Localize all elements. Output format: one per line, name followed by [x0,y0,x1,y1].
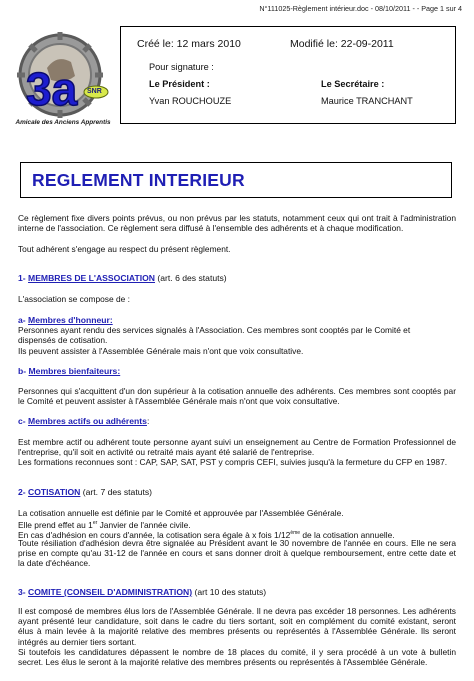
section-3-text-2: Si toutefois les candidatures dépassent le nombre de 18 places du comité, il y sera procédé à un vote à bulletin secret. Les élus le seront à la majorité relative des membres présents ou représentés à l'Assemblée Générale. [18,647,456,668]
document-title: REGLEMENT INTERIEUR [32,170,245,190]
section-3-ref: (art 10 des statuts) [192,587,267,597]
secretary-label: Le Secrétaire : [321,79,385,89]
section-1-number: 1- [18,273,29,283]
subsection-a-prefix: a- [18,315,29,325]
section-3-text-1: Il est composé de membres élus lors de l'Assemblée Générale. Il ne devra pas excéder 18 personnes. Les adhérents ayant présenté leur candidature, soit dans le cadre du tiers sortant, soit en complément du comité existant, seront élus à main levée à la majorité relative des membres présents ou représentés à l'Assemblée Générale. Ils seront intégrés au dernier tiers sortant. [18,606,456,647]
section-3-heading [18,587,456,597]
intro-commitment: Tout adhérent s'engage au respect du présent règlement. [18,244,231,254]
svg-text:3a: 3a [26,63,78,115]
section-2-text-1: La cotisation annuelle est définie par le Comité et approuvée par l'Assemblée Générale. [18,508,344,518]
section-2-ref: (art. 7 des statuts) [80,487,153,497]
section-3-title: COMITE (CONSEIL D'ADMINISTRATION) [28,587,193,597]
section-1-lead: L'association se compose de : [18,294,130,304]
section-2-number: 2- [18,487,29,497]
section-1-heading [18,273,456,283]
association-logo [12,30,114,130]
section-1-ref: (art. 6 des statuts) [155,273,227,283]
section-1-title: MEMBRES DE L'ASSOCIATION [28,273,156,283]
secretary-name: Maurice TRANCHANT [321,96,413,106]
subsection-b-title: Membres bienfaiteurs: [28,366,121,376]
subsection-b-heading [18,366,456,376]
signature-label: Pour signature : [149,62,214,72]
subsection-a-text-1: Personnes ayant rendu des services signalés à l'Association. Ces membres sont cooptés par le Comité et dispensés de cotisation. [18,325,411,346]
section-2-text-4: Toute résiliation d'adhésion devra être signalée au Président avant le 30 novembre de l'année en cours. Elle ne sera prise en compte qu'au 31-12 de l'année en cours et sans donner droit à quelque remboursement, entre cette date et la date d'échéance. [18,538,456,569]
subsection-b-text: Personnes qui s'acquittent d'un don supérieur à la cotisation annuelle des adhérents. Ces membres sont cooptés par le Comité et peuvent assister à l'Assemblée Générale mais n'ont que voix consultative. [18,386,456,407]
section-2-heading [18,487,456,497]
intro-paragraph: Ce règlement fixe divers points prévus, ou non prévus par les statuts, notamment ceux qui ont trait à l'administration interne de l'association. Ce règlement sera diffusé à l'ensemble des adhérents et à chaque modification. [18,213,456,234]
logo-graphic [12,30,114,130]
subsection-c-prefix: c- [18,416,29,426]
modified-date: Modifié le: 22-09-2011 [290,38,394,50]
subsection-a-heading [18,315,456,325]
section-2-text-3: En cas d'adhésion en cours d'année, la cotisation sera égale à x fois 1/12ème de la cotisation annuelle. [18,529,395,540]
subsection-c-text-2: Les formations reconnues sont : CAP, SAP, SAT, PST y compris CEFI, suivies jusqu'à la fermeture du CFP en 1987. [18,457,448,467]
subsection-c-suffix: : [146,416,150,426]
subsection-c-text-1: Est membre actif ou adhérent toute personne ayant suivi un enseignement au Centre de Formation Professionnel de l'entreprise, qu'il soit en activité ou retraité mais ayant été salarié de l'entreprise. [18,437,456,458]
logo-caption: Amicale des Anciens Apprentis [15,119,111,126]
subsection-a-title: Membres d'honneur: [28,315,113,325]
document-header-line: N°111025-Règlement intérieur.doc - 08/10/2011 - - Page 1 sur 4 [259,4,462,13]
section-2-text-2: Elle prend effet au 1er Janvier de l'année civile. [18,519,191,530]
president-name: Yvan ROUCHOUZE [149,96,232,106]
president-label: Le Président : [149,79,210,89]
logo-badge: SNR [87,88,102,95]
subsection-b-prefix: b- [18,366,29,376]
created-date: Créé le: 12 mars 2010 [137,38,241,50]
section-2-title: COTISATION [28,487,81,497]
subsection-c-heading [18,416,456,426]
subsection-c-title: Membres actifs ou adhérents [28,416,147,426]
section-3-number: 3- [18,587,29,597]
subsection-a-text-2: Ils peuvent assister à l'Assemblée Générale mais n'ont que voix consultative. [18,346,304,356]
